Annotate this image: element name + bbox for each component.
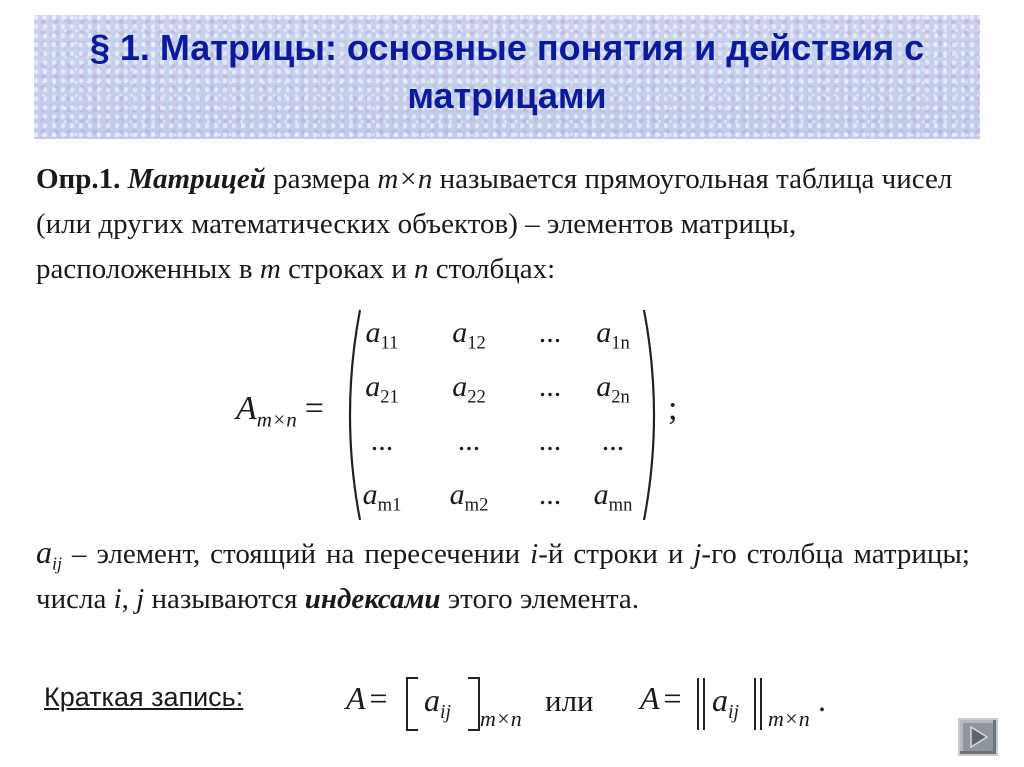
matrix-cell: ... xyxy=(538,478,562,511)
norm-size-subscript: m×n xyxy=(768,706,810,731)
bracket-size-subscript: m×n xyxy=(480,706,522,731)
matrix-name: A xyxy=(236,390,257,427)
definition-text-4: столбцах: xyxy=(428,253,556,285)
play-triangle-icon xyxy=(960,720,996,754)
matrix-cell: $a_{2n}$ xyxy=(596,370,630,408)
matrix-size-inline: m×n xyxy=(377,163,433,195)
matrix-cell: $a_{22}$ xyxy=(452,370,486,408)
definition-text-2: называется прямоугольная таблица чисел (или других математических объектов) – элементов матрицы, расположенных в xyxy=(36,163,953,285)
matrix-cell: ... xyxy=(538,424,562,457)
definition-paragraph xyxy=(36,157,996,292)
definition-text-3: строках и xyxy=(280,253,415,285)
rows-variable: m xyxy=(259,253,281,285)
element-desc-text-3: -го столбца матрицы; числа xyxy=(36,538,970,615)
indices-term: индексами xyxy=(304,583,441,615)
element-desc-text-4: называются xyxy=(144,583,305,615)
matrix-cell: $a_{m1}$ xyxy=(362,478,402,516)
right-double-bar xyxy=(752,676,766,732)
element-desc-text-1: – элемент, стоящий на пересечении xyxy=(62,538,531,570)
matrix-cell: ... xyxy=(538,370,562,403)
definition-term: Матрицей xyxy=(127,163,266,195)
norm-notation: A = xyxy=(640,680,682,716)
formula-period: . xyxy=(818,682,826,718)
matrix-cell: ... xyxy=(457,424,481,457)
bracket-notation xyxy=(346,680,392,717)
matrix-cell: $a_{11}$ xyxy=(365,316,399,354)
matrix-size-subscript: m×n xyxy=(256,407,297,432)
matrix-cell: $a_{m2}$ xyxy=(449,478,489,516)
element-symbol-subscript: ij xyxy=(52,553,62,574)
definition-label: Опр.1. xyxy=(36,163,121,195)
matrix-cell: ... xyxy=(538,316,562,349)
left-double-bar xyxy=(695,676,709,732)
element-desc-text-5: этого элемента. xyxy=(440,583,640,615)
norm-element: $a_{ij}$ xyxy=(712,682,740,723)
matrix-cell: $a_{1n}$ xyxy=(596,316,630,354)
matrix-cell: ... xyxy=(601,424,625,457)
matrix-cell: $a_{12}$ xyxy=(452,316,486,354)
element-description xyxy=(36,530,970,622)
slide-title: § 1. Матрицы: основные понятия и действия с матрицами xyxy=(89,27,925,116)
element-desc-comma: , xyxy=(121,583,137,615)
definition-text-1: размера xyxy=(265,163,378,195)
short-form-label: Краткая запись: xyxy=(44,682,244,712)
element-symbol: a xyxy=(36,534,52,570)
bracket-element: $a_{ij}$ xyxy=(424,682,452,723)
matrix-cell: ... xyxy=(370,424,394,457)
matrix-equals: = xyxy=(304,390,324,427)
matrix-cell: $a_{21}$ xyxy=(365,370,399,408)
matrix-lhs xyxy=(236,390,324,432)
index-j: j xyxy=(693,538,702,570)
next-slide-button[interactable] xyxy=(958,718,998,756)
index-j-2: j xyxy=(136,583,145,615)
formula-lhs: A xyxy=(346,680,366,716)
left-square-bracket xyxy=(402,676,422,732)
matrix-cell: $a_{mn}$ xyxy=(593,478,633,516)
or-word: или xyxy=(545,683,594,718)
cols-variable: n xyxy=(414,253,429,285)
element-desc-text-2: -й строки и xyxy=(538,538,694,570)
index-i-2: i xyxy=(113,583,122,615)
matrix-terminator: ; xyxy=(668,390,678,427)
index-i: i xyxy=(530,538,539,570)
formula-equals: = xyxy=(369,680,388,716)
